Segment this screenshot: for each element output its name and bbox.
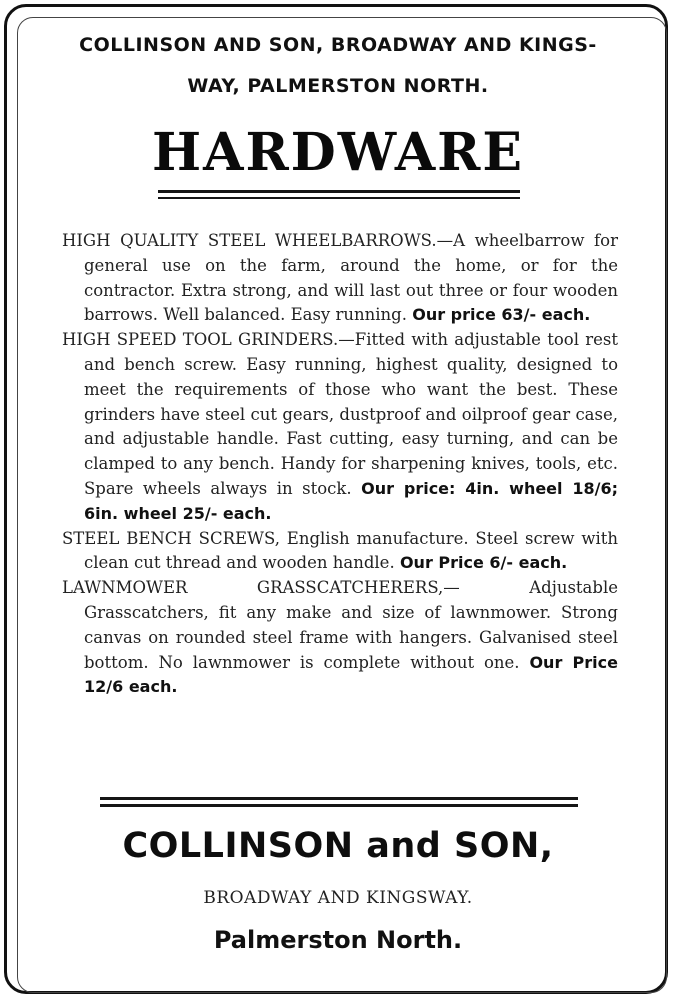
header-line-2: WAY, PALMERSTON NORTH. — [187, 75, 489, 97]
footer-rule — [100, 804, 578, 807]
product-price: Our Price 12/6 each. — [84, 652, 618, 697]
product-description: LAWNMOWER GRASSCATCHERERS,— Adjustable Grasscatchers, fit any make and size of lawnmower. Strong canvas on rounded steel frame with hangers. Galvanised steel bottom. No lawnmower is complete without one. — [62, 578, 618, 672]
signature-address: BROADWAY AND KINGSWAY. — [203, 888, 473, 908]
signature-name: COLLINSON and SON, — [122, 826, 554, 866]
product-description: HIGH SPEED TOOL GRINDERS.—Fitted with adjustable tool rest and bench screw. Easy running, highest quality, designed to meet the requirements of those who want the best. These grinders have steel cut gears, dustproof and oilproof gear case, and adjustable handle. Fast cutting, easy turning, and can be clamped to any bench. Handy for sharpening knives, tools, etc. Spare wheels always in stock. — [62, 330, 618, 498]
product-price: Our Price 6/- each. — [399, 553, 568, 573]
product-item-wheelbarrows — [62, 229, 618, 328]
product-description: HIGH QUALITY STEEL WHEELBARROWS.—A wheelbarrow for general use on the farm, around the home, or for the contractor. Extra strong, and will last out three or four wooden barrows. Well balanced. Easy running. — [62, 231, 618, 325]
header-line-1: COLLINSON AND SON, BROADWAY AND KINGS- — [79, 34, 597, 56]
title-rule — [158, 190, 520, 193]
product-description: STEEL BENCH SCREWS, English manufacture. Steel screw with clean cut thread and wooden handle. — [62, 528, 618, 573]
product-item-bench-screws — [62, 527, 618, 577]
title-rule — [158, 197, 520, 199]
product-list — [62, 229, 618, 700]
product-item-tool-grinders — [62, 328, 618, 526]
product-price: Our price: 4in. wheel 18/6; 6in. wheel 25/- each. — [84, 478, 618, 523]
product-price: Our price 63/- each. — [412, 305, 591, 325]
signature-town: Palmerston North. — [213, 926, 463, 954]
ad-title: HARDWARE — [151, 122, 525, 183]
product-item-grasscatchers — [62, 576, 618, 700]
footer-rule — [100, 797, 578, 800]
